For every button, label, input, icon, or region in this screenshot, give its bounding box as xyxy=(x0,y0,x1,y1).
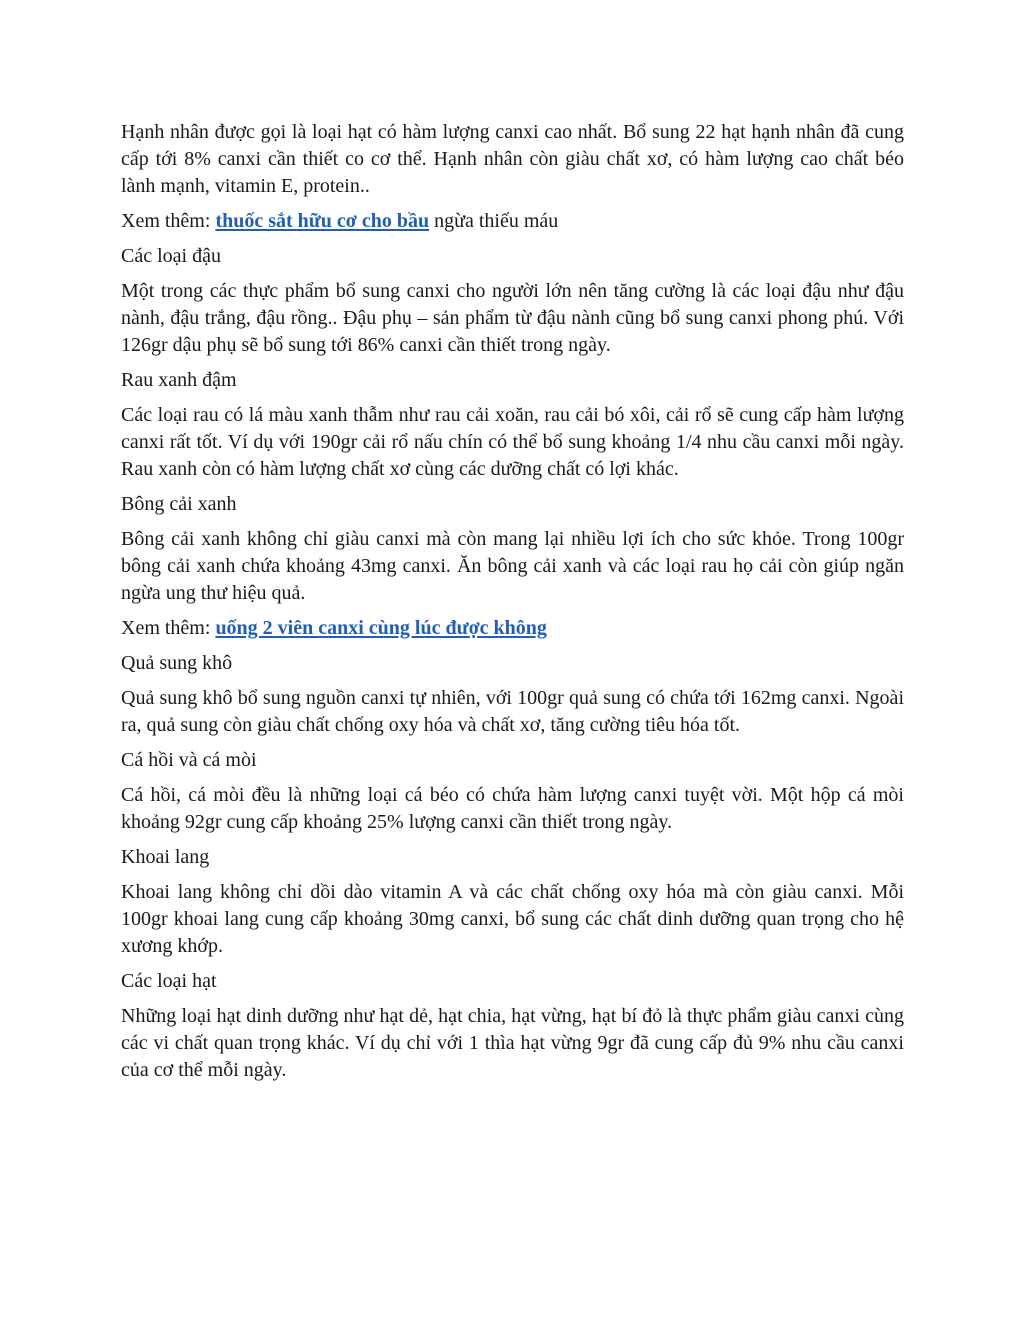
heading-salmon-sardines: Cá hồi và cá mòi xyxy=(121,749,257,771)
heading-dark-greens: Rau xanh đậm xyxy=(121,369,237,391)
document-page xyxy=(121,119,904,1092)
see-also-prefix: Xem thêm: xyxy=(121,617,216,639)
paragraph-broccoli: Bông cải xanh không chỉ giàu canxi mà còn mang lại nhiều lợi ích cho sức khỏe. Trong 100gr bông cải xanh chứa khoảng 43mg canxi. Ăn bông cải xanh và các loại rau họ cải còn giúp ngăn ngừa ung thư hiệu quả. xyxy=(121,528,904,604)
see-also-2 xyxy=(121,615,904,642)
see-also-suffix: ngừa thiếu máu xyxy=(429,210,559,232)
heading-broccoli: Bông cải xanh xyxy=(121,493,237,515)
see-also-prefix: Xem thêm: xyxy=(121,210,216,232)
heading-sweet-potato: Khoai lang xyxy=(121,846,210,868)
see-also-link-iron-supplement[interactable]: thuốc sắt hữu cơ cho bầu xyxy=(215,210,430,232)
paragraph-almonds: Hạnh nhân được gọi là loại hạt có hàm lượng canxi cao nhất. Bổ sung 22 hạt hạnh nhân đã cung cấp tới 8% canxi cần thiết co cơ thể. Hạnh nhân còn giàu chất xơ, có hàm lượng cao chất béo lành mạnh, vitamin E, protein.. xyxy=(121,121,904,197)
see-also-link-calcium-tablets[interactable]: uống 2 viên canxi cùng lúc được không xyxy=(215,617,547,639)
paragraph-salmon-sardines: Cá hồi, cá mòi đều là những loại cá béo có chứa hàm lượng canxi tuyệt vời. Một hộp cá mòi khoảng 92gr cung cấp khoảng 25% lượng canxi cần thiết trong ngày. xyxy=(121,784,904,833)
heading-nuts-seeds: Các loại hạt xyxy=(121,970,217,992)
see-also-1 xyxy=(121,208,904,235)
heading-beans: Các loại đậu xyxy=(121,245,221,267)
heading-dried-figs: Quả sung khô xyxy=(121,652,233,674)
paragraph-dried-figs: Quả sung khô bổ sung nguồn canxi tự nhiên, với 100gr quả sung có chứa tới 162mg canxi. Ngoài ra, quả sung còn giàu chất chống oxy hóa và chất xơ, tăng cường tiêu hóa tốt. xyxy=(121,687,904,736)
paragraph-nuts-seeds: Những loại hạt dinh dưỡng như hạt dẻ, hạt chia, hạt vừng, hạt bí đỏ là thực phẩm giàu canxi cùng các vi chất quan trọng khác. Ví dụ chỉ với 1 thìa hạt vừng 9gr đã cung cấp đủ 9% nhu cầu canxi của cơ thể mỗi ngày. xyxy=(121,1005,904,1081)
paragraph-sweet-potato: Khoai lang không chỉ dồi dào vitamin A và các chất chống oxy hóa mà còn giàu canxi. Mỗi 100gr khoai lang cung cấp khoảng 30mg canxi, bổ sung các chất dinh dưỡng quan trọng cho hệ xương khớp. xyxy=(121,881,904,957)
paragraph-dark-greens: Các loại rau có lá màu xanh thẫm như rau cải xoăn, rau cải bó xôi, cải rổ sẽ cung cấp hàm lượng canxi rất tốt. Ví dụ với 190gr cải rổ nấu chín có thể bổ sung khoảng 1/4 nhu cầu canxi mỗi ngày. Rau xanh còn có hàm lượng chất xơ cùng các dưỡng chất có lợi khác. xyxy=(121,404,904,480)
paragraph-beans: Một trong các thực phẩm bổ sung canxi cho người lớn nên tăng cường là các loại đậu như đậu nành, đậu trắng, đậu rồng.. Đậu phụ – sản phẩm từ đậu nành cũng bổ sung canxi phong phú. Với 126gr dậu phụ sẽ bổ sung tới 86% canxi cần thiết trong ngày. xyxy=(121,280,904,356)
